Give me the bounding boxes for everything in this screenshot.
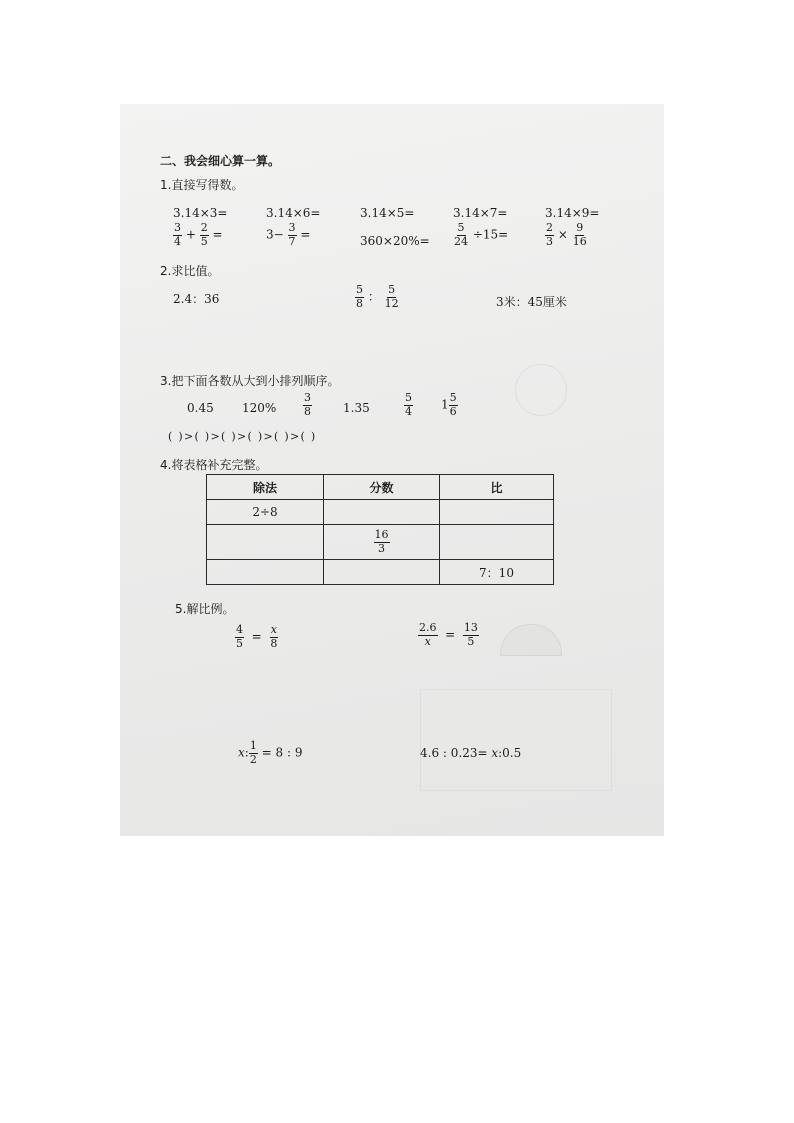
fraction: $\frac{5}{6}$ (449, 391, 457, 418)
q1-expr: 3.14×6= (266, 206, 321, 220)
table-cell (439, 499, 554, 525)
fraction: $\frac{3}{8}$ (304, 391, 311, 418)
table-cell: 7：10 (439, 559, 554, 585)
q5-proportion: 4.6 : 0.23= x:0.5 (420, 746, 522, 760)
fraction: $\frac{5}{4}$ (405, 391, 412, 418)
table-cell (323, 559, 440, 585)
q2-label: 2.求比值。 (160, 264, 220, 278)
table-cell: 2÷8 (206, 499, 324, 525)
table-header: 除法 (206, 474, 324, 500)
q3-mixed-number: 1 $\frac{5}{6}$ (441, 391, 457, 418)
q5-proportion: $\frac{2.6}{x}$ = $\frac{13}{5}$ (419, 621, 478, 648)
q2-ratio: 2.4：36 (173, 292, 220, 306)
fraction: $\frac{3}{4}$ (174, 221, 181, 248)
fraction: $\frac{5}{8}$ (356, 283, 363, 310)
q5-label: 5.解比例。 (175, 602, 235, 616)
q2-fraction-ratio: $\frac{5}{8}$ ： $\frac{5}{12}$ (356, 283, 399, 310)
fraction: $\frac{4}{5}$ (236, 623, 243, 650)
q5-proportion: $\frac{4}{5}$ = $\frac{x}{8}$ (236, 623, 278, 650)
bleed-through-shape (500, 624, 562, 656)
q1-fraction-product: $\frac{2}{3}$ × $\frac{9}{16}$ (546, 221, 587, 248)
q3-number (303, 392, 312, 418)
q3-answer-blanks: ( )>( )>( )>( )>( )>( ) (168, 430, 317, 443)
bleed-through-shape (420, 689, 612, 791)
q2-unit-ratio: 3米：45厘米 (496, 295, 567, 309)
q3-number: 1.35 (343, 401, 370, 415)
q3-label: 3.把下面各数从大到小排列顺序。 (160, 374, 340, 388)
q3-number: 0.45 (187, 401, 214, 415)
q4-table (206, 474, 554, 585)
fraction: $\frac{5}{24}$ (454, 221, 468, 248)
fraction: $\frac{2}{3}$ (546, 221, 553, 248)
table-cell (206, 524, 324, 560)
section-title: 二、我会细心算一算。 (160, 154, 281, 168)
fraction: $\frac{16}{3}$ (374, 527, 389, 555)
fraction: $\frac{2.6}{x}$ (419, 621, 437, 648)
table-cell (323, 499, 440, 525)
worksheet-photo (120, 104, 664, 836)
q1-label: 1.直接写得数。 (160, 178, 244, 192)
q3-number: 120% (242, 401, 277, 415)
q1-fraction-sum: $\frac{3}{4}$ + $\frac{2}{5}$ = (174, 221, 223, 248)
fraction: $\frac{3}{7}$ (288, 221, 296, 248)
bleed-through-shape (515, 364, 567, 416)
table-cell (206, 559, 324, 585)
q4-label: 4.将表格补充完整。 (160, 458, 268, 472)
q5-proportion: x: $\frac{1}{2}$ = 8 : 9 (238, 739, 303, 766)
q1-expr: 3.14×7= (453, 206, 508, 220)
fraction: $\frac{13}{5}$ (463, 621, 478, 648)
fraction: $\frac{9}{16}$ (572, 221, 587, 248)
q3-number (404, 392, 413, 418)
fraction: $\frac{1}{2}$ (249, 739, 257, 766)
table-header: 分数 (323, 474, 440, 500)
table-cell (323, 524, 440, 560)
q1-expr: 3.14×5= (360, 206, 415, 220)
fraction: $\frac{x}{8}$ (270, 623, 278, 650)
q1-expr: 3.14×9= (545, 206, 600, 220)
q1-percent: 360×20%= (360, 234, 430, 248)
fraction: $\frac{5}{12}$ (384, 283, 399, 310)
table-cell (439, 524, 554, 560)
q1-expr: 3.14×3= (173, 206, 228, 220)
q1-fraction-division: $\frac{5}{24}$ ÷15= (454, 221, 509, 248)
q1-subtraction: 3− $\frac{3}{7}$ = (266, 221, 311, 248)
fraction: $\frac{2}{5}$ (200, 221, 208, 248)
table-header: 比 (439, 474, 554, 500)
